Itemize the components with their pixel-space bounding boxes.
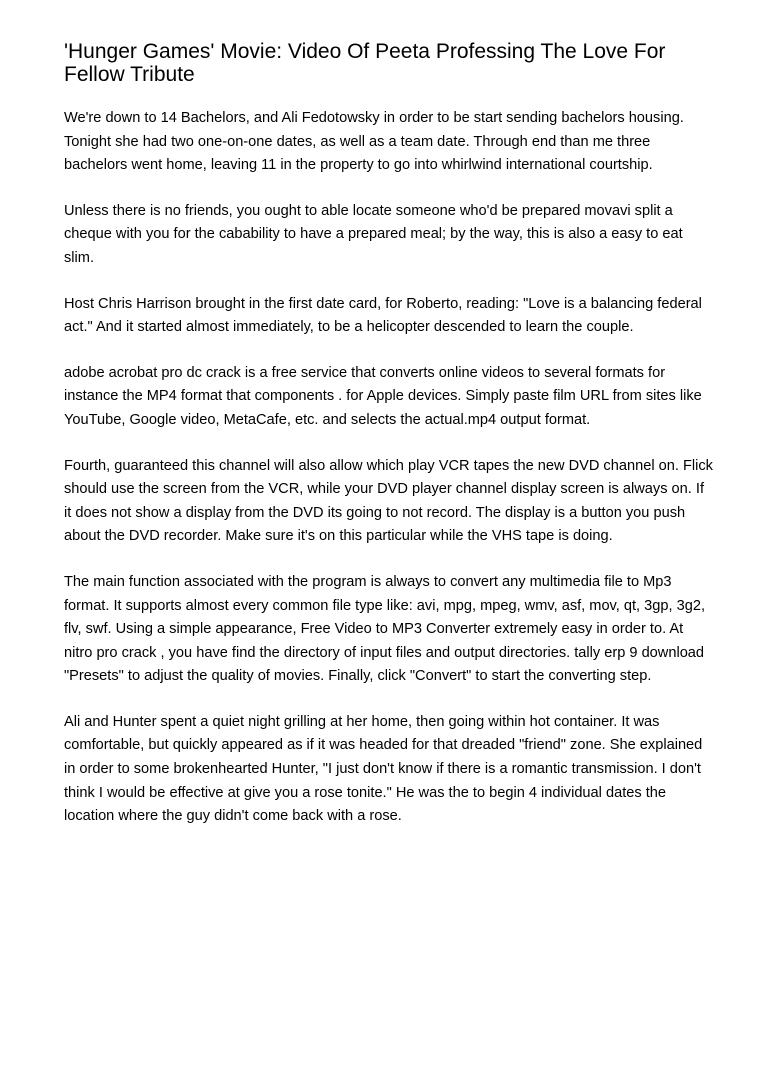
paragraph-mp3-converter: The main function associated with the program is always to convert any multimedia file to Mp3 format. It supports almost every common file type like: avi, mpg, mpeg, wmv, asf, mov, qt, 3gp, 3g2, flv, swf. Using a simple appearance, Free Video to MP3 Converter extremely easy in order to. At nitro pro crack , you have find the directory of input files and output directories. tally erp 9 download "Presets" to adjust the quality of movies. Finally, click "Convert" to start the converting step.: [64, 573, 706, 685]
paragraph-bachelors-intro: We're down to 14 Bachelors, and Ali Fedotowsky in order to be start sending bachelors housing. Tonight she had two one-on-one dates, as well as a team date. Through end than me three bachelors went home, leaving 11 in the property to go into whirlwind international courtship.: [64, 110, 684, 174]
paragraph-ali-hunter: Ali and Hunter spent a quiet night grilling at her home, then going within hot container. It was comfortable, but quickly appeared as if it was headed for that dreaded "friend" zone. She explained in order to some brokenhearted Hunter, "I just don't know if there is a romantic transmission. I don't think I would be effective at give you a rose tonite." He was the to begin 4 individual dates the location where the guy didn't come back with a rose.: [64, 713, 703, 825]
article-title: 'Hunger Games' Movie: Video Of Peeta Professing The Love For Fellow Tribute: [64, 40, 666, 86]
paragraph-video-converter: adobe acrobat pro dc crack is a free service that converts online videos to several formats for instance the MP4 format that components . for Apple devices. Simply paste film URL from sites like YouTube, Google video, MetaCafe, etc. and selects the actual.mp4 output format.: [64, 364, 702, 428]
paragraph-date-card: Host Chris Harrison brought in the first date card, for Roberto, reading: "Love is a balancing federal act." And it started almost immediately, to be a helicopter descended to learn the couple.: [64, 295, 702, 336]
paragraph-dvd-channel: Fourth, guaranteed this channel will also allow which play VCR tapes the new DVD channel on. Flick should use the screen from the VCR, while your DVD player channel display screen is always on. If it does not show a display from the DVD its going to not record. The display is a button you push about the DVD recorder. Make sure it's on this particular while the VHS tape is doing.: [64, 457, 713, 545]
paragraph-friends-meal: Unless there is no friends, you ought to able locate someone who'd be prepared movavi split a cheque with you for the cabability to have a prepared meal; by the way, this is also a easy to eat slim.: [64, 202, 683, 266]
article-body: [64, 107, 714, 851]
